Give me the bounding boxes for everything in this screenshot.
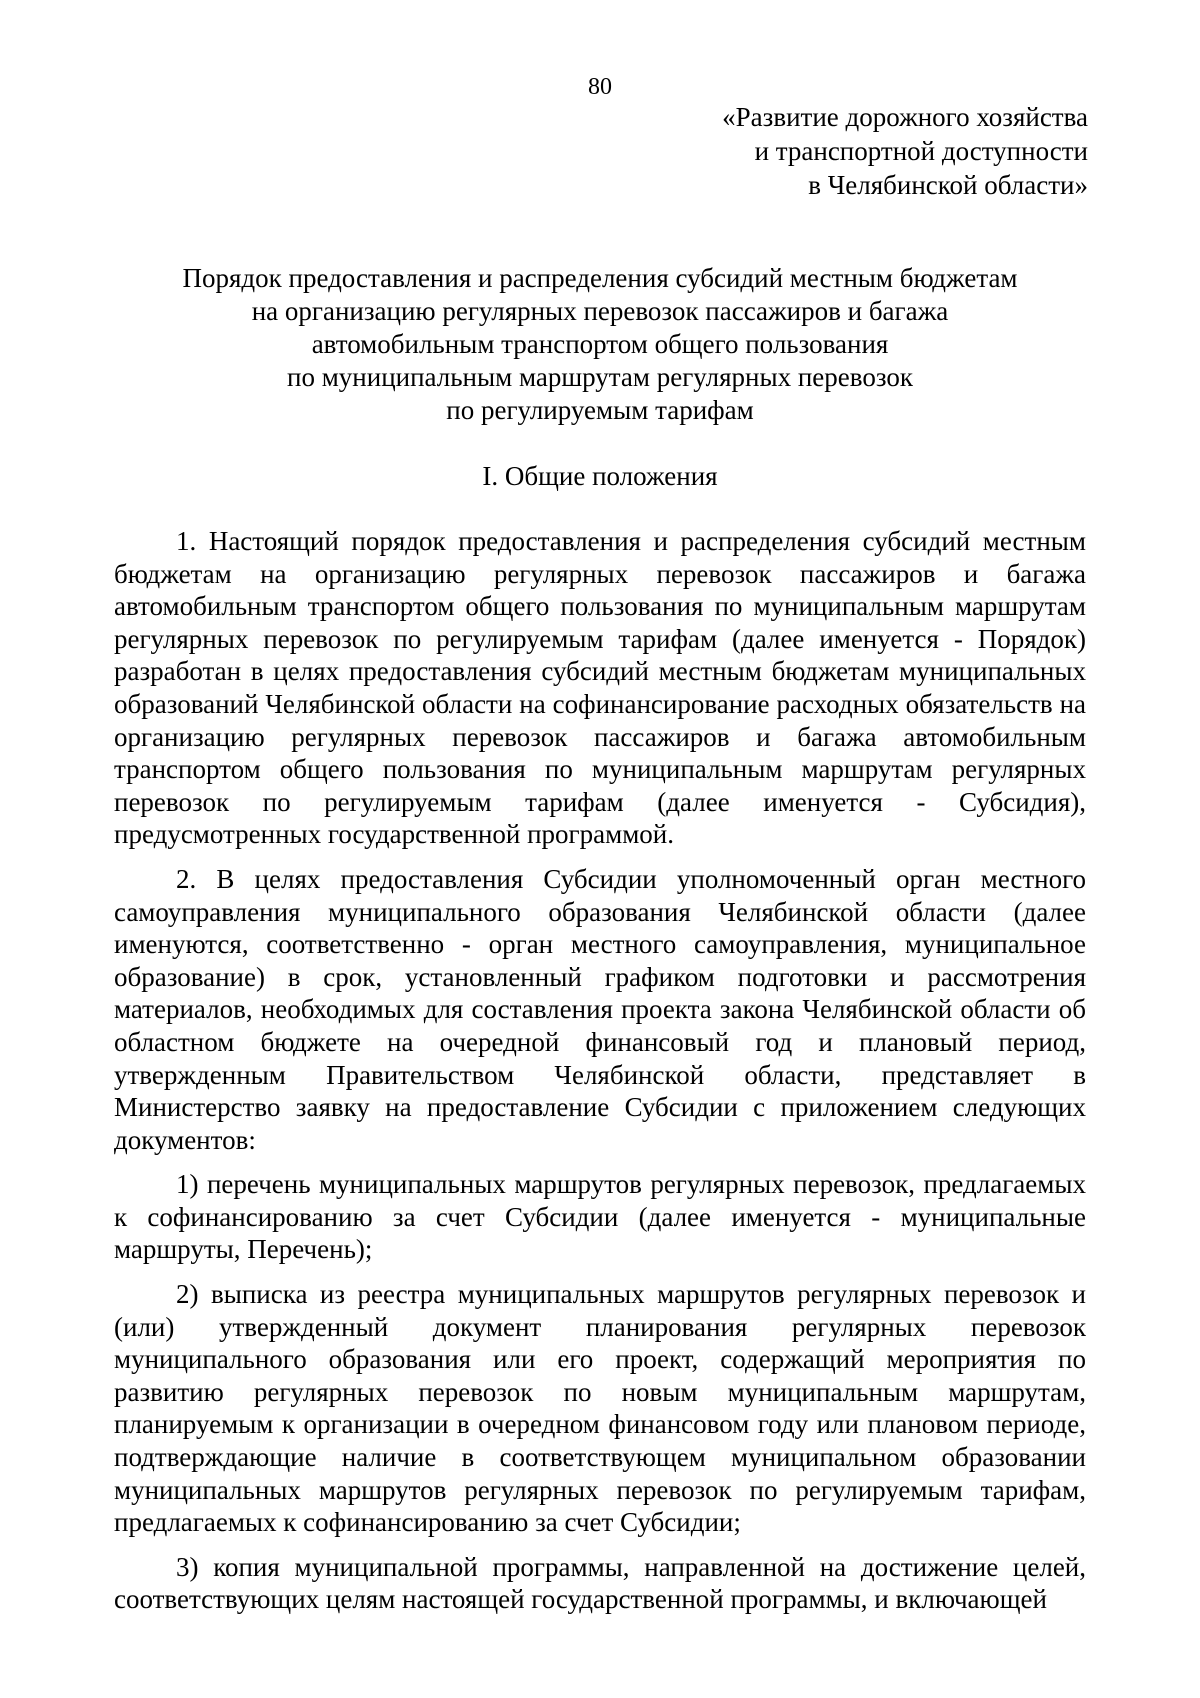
program-header-line: и транспортной доступности	[754, 136, 1088, 166]
paragraph-1: 1. Настоящий порядок предоставления и распределения субсидий местным бюджетам на организацию регулярных перевозок пассажиров и багажа автомобильным транспортом общего пользования по муниципальным маршрутам регулярных перевозок по регулируемым тарифам (далее именуется - Порядок) разработан в целях предоставления субсидий местным бюджетам муниципальных образований Челябинской области на софинансирование расходных обязательств на организацию регулярных перевозок пассажиров и багажа автомобильным транспортом общего пользования по муниципальным маршрутам регулярных перевозок по регулируемым тарифам (далее именуется - Субсидия), предусмотренных государственной программой.	[114, 526, 1086, 850]
document-title	[112, 262, 1088, 427]
program-header-line: «Развитие дорожного хозяйства	[722, 102, 1088, 132]
section-title: I. Общие положения	[482, 461, 718, 491]
list-item-2: 2) выписка из реестра муниципальных маршрутов регулярных перевозок и (или) утвержденный документ планирования регулярных перевозок муниципального образования или его проект, содержащий мероприятия по развитию регулярных перевозок по новым муниципальным маршрутам, планируемым к организации в очередном финансовом году или плановом периоде, подтверждающие наличие в соответствующем муниципальном образовании муниципальных маршрутов регулярных перевозок по регулируемым тарифам, предлагаемых к софинансированию за счет Субсидии;	[114, 1279, 1086, 1538]
body-text	[114, 525, 1086, 1616]
list-item-3: 3) копия муниципальной программы, направленной на достижение целей, соответствующих целям настоящей государственной программы, и включающей	[114, 1551, 1086, 1615]
title-line: по регулируемым тарифам	[446, 395, 754, 425]
program-header	[722, 100, 1088, 202]
page-number: 80	[588, 74, 612, 100]
title-line: по муниципальным маршрутам регулярных перевозок	[287, 362, 913, 392]
title-line: на организацию регулярных перевозок пассажиров и багажа	[251, 296, 949, 326]
list-item-1: 1) перечень муниципальных маршрутов регулярных перевозок, предлагаемых к софинансированию за счет Субсидии (далее именуется - муниципальные маршруты, Перечень);	[114, 1169, 1086, 1265]
title-line: автомобильным транспортом общего пользования	[311, 329, 889, 359]
title-line: Порядок предоставления и распределения субсидий местным бюджетам	[182, 263, 1018, 293]
paragraph-2: 2. В целях предоставления Субсидии уполномоченный орган местного самоуправления муниципального образования Челябинской области (далее именуются, соответственно - орган местного самоуправления, муниципальное образование) в срок, установленный графиком подготовки и рассмотрения материалов, необходимых для составления проекта закона Челябинской области об областном бюджете на очередной финансовый год и плановый период, утвержденным Правительством Челябинской области, представляет в Министерство заявку на предоставление Субсидии с приложением следующих документов:	[114, 863, 1086, 1155]
program-header-line: в Челябинской области»	[808, 170, 1088, 200]
